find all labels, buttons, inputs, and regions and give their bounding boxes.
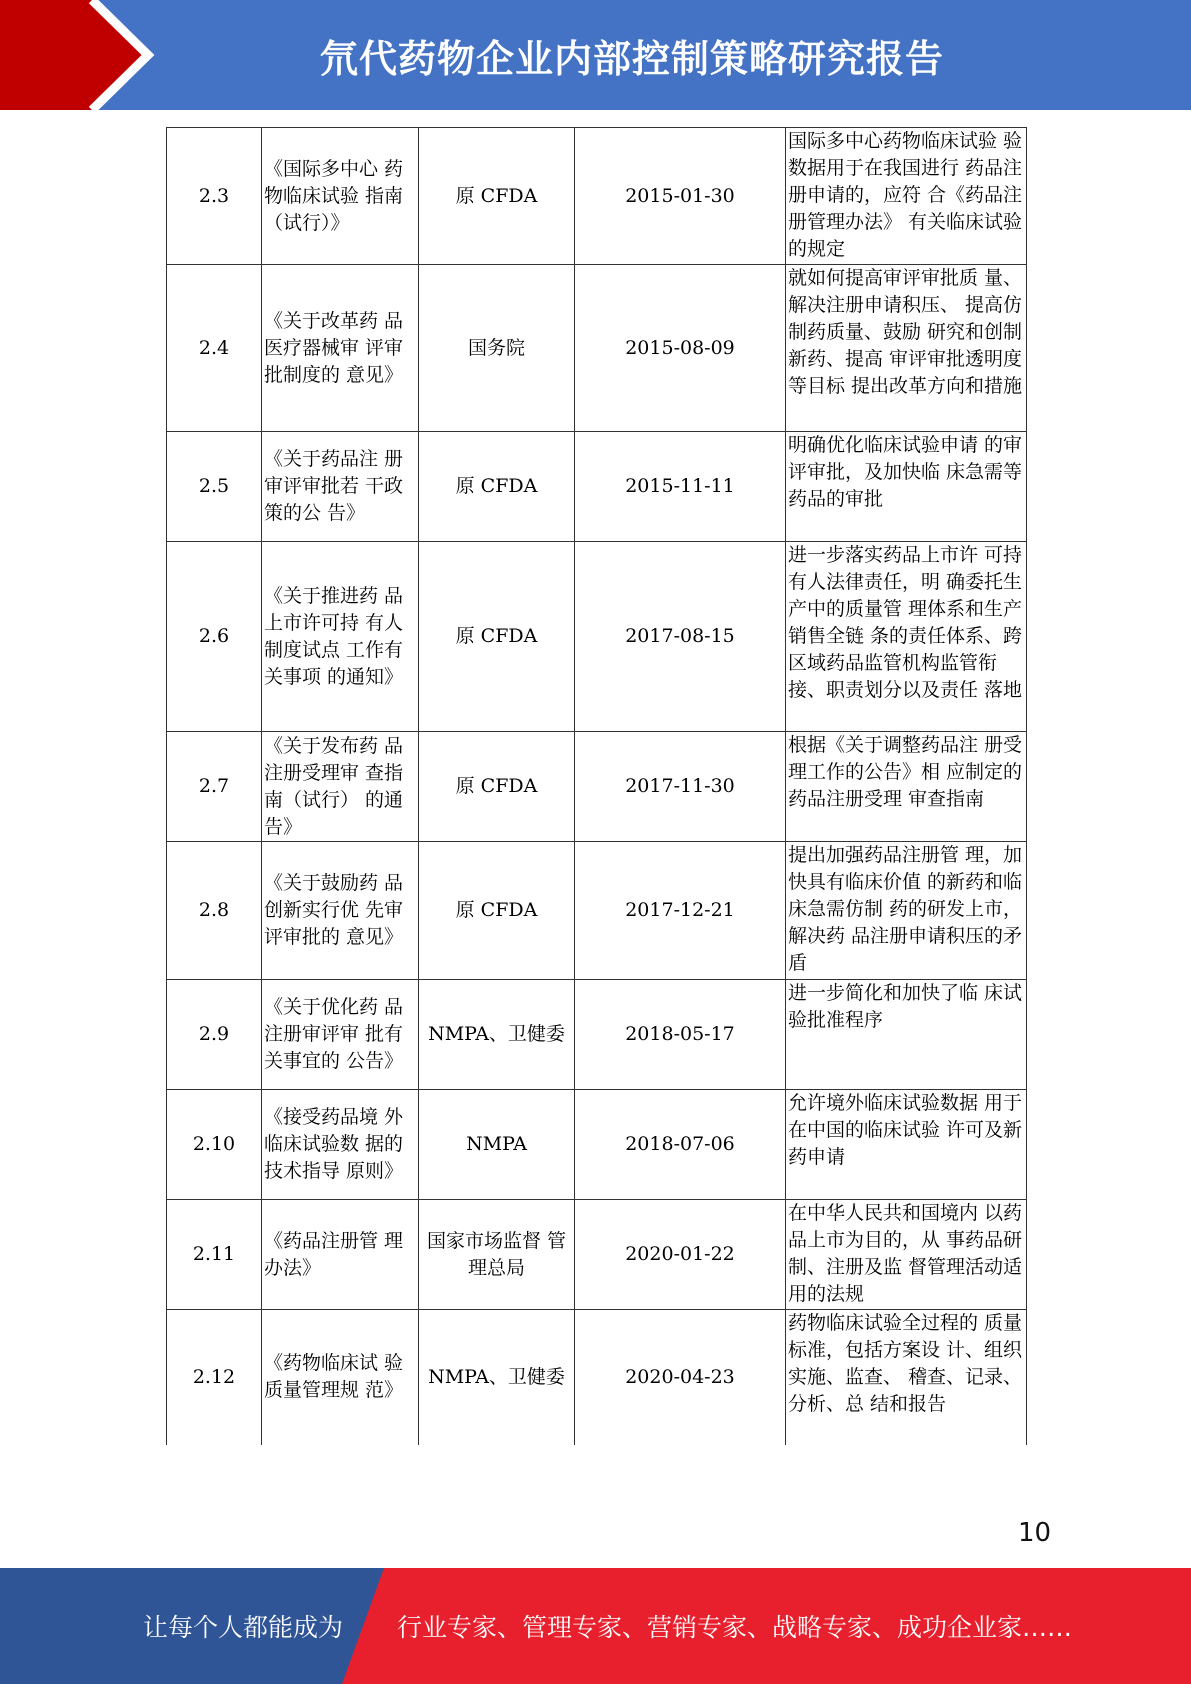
issue-date: 2017-11-30: [575, 732, 786, 842]
footer-slogan-right: 行业专家、管理专家、营销专家、战略专家、成功企业家……: [397, 1613, 1073, 1642]
row-number: 2.8: [167, 842, 262, 980]
issuing-authority: NMPA、卫健委: [419, 1310, 575, 1445]
regulation-content: 提出加强药品注册管 理，加快具有临床价值 的新药和临床急需仿制 药的研发上市，解决药 品注册申请积压的矛盾: [786, 842, 1027, 980]
table-row: [167, 128, 1027, 265]
issue-date: 2018-05-17: [575, 980, 786, 1090]
row-number: 2.3: [167, 128, 262, 265]
issuing-authority: 原 CFDA: [419, 732, 575, 842]
issuing-authority: NMPA、卫健委: [419, 980, 575, 1090]
issue-date: 2018-07-06: [575, 1090, 786, 1200]
row-number: 2.6: [167, 542, 262, 732]
issuing-authority: 原 CFDA: [419, 542, 575, 732]
issuing-authority: 原 CFDA: [419, 842, 575, 980]
regulation-name: 《药品注册管 理办法》: [262, 1200, 419, 1310]
regulation-name: 《关于推进药 品上市许可持 有人制度试点 工作有关事项 的通知》: [262, 542, 419, 732]
issuing-authority: 原 CFDA: [419, 432, 575, 542]
row-number: 2.10: [167, 1090, 262, 1200]
regulation-content: 就如何提高审评审批质 量、解决注册申请积压、 提高仿制药质量、鼓励 研究和创制新药、提高 审评审批透明度等目标 提出改革方向和措施: [786, 265, 1027, 432]
page-header: [0, 0, 1191, 110]
row-number: 2.12: [167, 1310, 262, 1445]
page-number: 10: [1018, 1518, 1052, 1548]
issue-date: 2017-12-21: [575, 842, 786, 980]
regulation-content: 根据《关于调整药品注 册受理工作的公告》相 应制定的药品注册受理 审查指南: [786, 732, 1027, 842]
regulation-name: 《接受药品境 外临床试验数 据的技术指导 原则》: [262, 1090, 419, 1200]
regulation-content: 药物临床试验全过程的 质量标准，包括方案设 计、组织实施、监查、 稽查、记录、分析、总 结和报告: [786, 1310, 1027, 1445]
regulation-content: 在中华人民共和国境内 以药品上市为目的，从 事药品研制、注册及监 督管理活动适用的法规: [786, 1200, 1027, 1310]
header-arrow-decoration: [0, 0, 160, 110]
regulation-name: 《关于优化药 品注册审评审 批有关事宜的 公告》: [262, 980, 419, 1090]
table-row: [167, 542, 1027, 732]
table-row: [167, 842, 1027, 980]
issuing-authority: 国务院: [419, 265, 575, 432]
issuing-authority: 国家市场监督 管理总局: [419, 1200, 575, 1310]
row-number: 2.5: [167, 432, 262, 542]
row-number: 2.11: [167, 1200, 262, 1310]
regulation-content: 允许境外临床试验数据 用于在中国的临床试验 许可及新药申请: [786, 1090, 1027, 1200]
table-row: [167, 1200, 1027, 1310]
issue-date: 2015-11-11: [575, 432, 786, 542]
regulation-name: 《药物临床试 验质量管理规 范》: [262, 1310, 419, 1445]
regulation-content: 进一步落实药品上市许 可持有人法律责任，明 确委托生产中的质量管 理体系和生产销售全链 条的责任体系、跨区域药品监管机构监管衔 接、职责划分以及责任 落地: [786, 542, 1027, 732]
regulation-content: 国际多中心药物临床试验 验数据用于在我国进行 药品注册申请的，应符 合《药品注册管理办法》 有关临床试验的规定: [786, 128, 1027, 265]
regulation-name: 《关于改革药 品医疗器械审 评审批制度的 意见》: [262, 265, 419, 432]
issue-date: 2015-08-09: [575, 265, 786, 432]
regulation-name: 《关于发布药 品注册受理审 查指南（试行） 的通告》: [262, 732, 419, 842]
page-footer: [0, 1568, 1191, 1684]
table-row: [167, 980, 1027, 1090]
row-number: 2.7: [167, 732, 262, 842]
issue-date: 2017-08-15: [575, 542, 786, 732]
issuing-authority: NMPA: [419, 1090, 575, 1200]
regulation-content: 进一步简化和加快了临 床试验批准程序: [786, 980, 1027, 1090]
report-title: 氘代药物企业内部控制策略研究报告: [320, 37, 945, 81]
row-number: 2.4: [167, 265, 262, 432]
table-row: [167, 1090, 1027, 1200]
issue-date: 2020-04-23: [575, 1310, 786, 1445]
regulation-content: 明确优化临床试验申请 的审评审批，及加快临 床急需等药品的审批: [786, 432, 1027, 542]
table-row: [167, 265, 1027, 432]
issuing-authority: 原 CFDA: [419, 128, 575, 265]
row-number: 2.9: [167, 980, 262, 1090]
regulation-table: [166, 127, 1027, 1445]
regulation-name: 《关于药品注 册审评审批若 干政策的公 告》: [262, 432, 419, 542]
issue-date: 2015-01-30: [575, 128, 786, 265]
regulation-name: 《关于鼓励药 品创新实行优 先审评审批的 意见》: [262, 842, 419, 980]
table-row: [167, 1310, 1027, 1445]
issue-date: 2020-01-22: [575, 1200, 786, 1310]
footer-slogan-left: 让每个人都能成为: [143, 1613, 344, 1642]
regulation-name: 《国际多中心 药物临床试验 指南（试行）》: [262, 128, 419, 265]
table-row: [167, 432, 1027, 542]
table-row: [167, 732, 1027, 842]
